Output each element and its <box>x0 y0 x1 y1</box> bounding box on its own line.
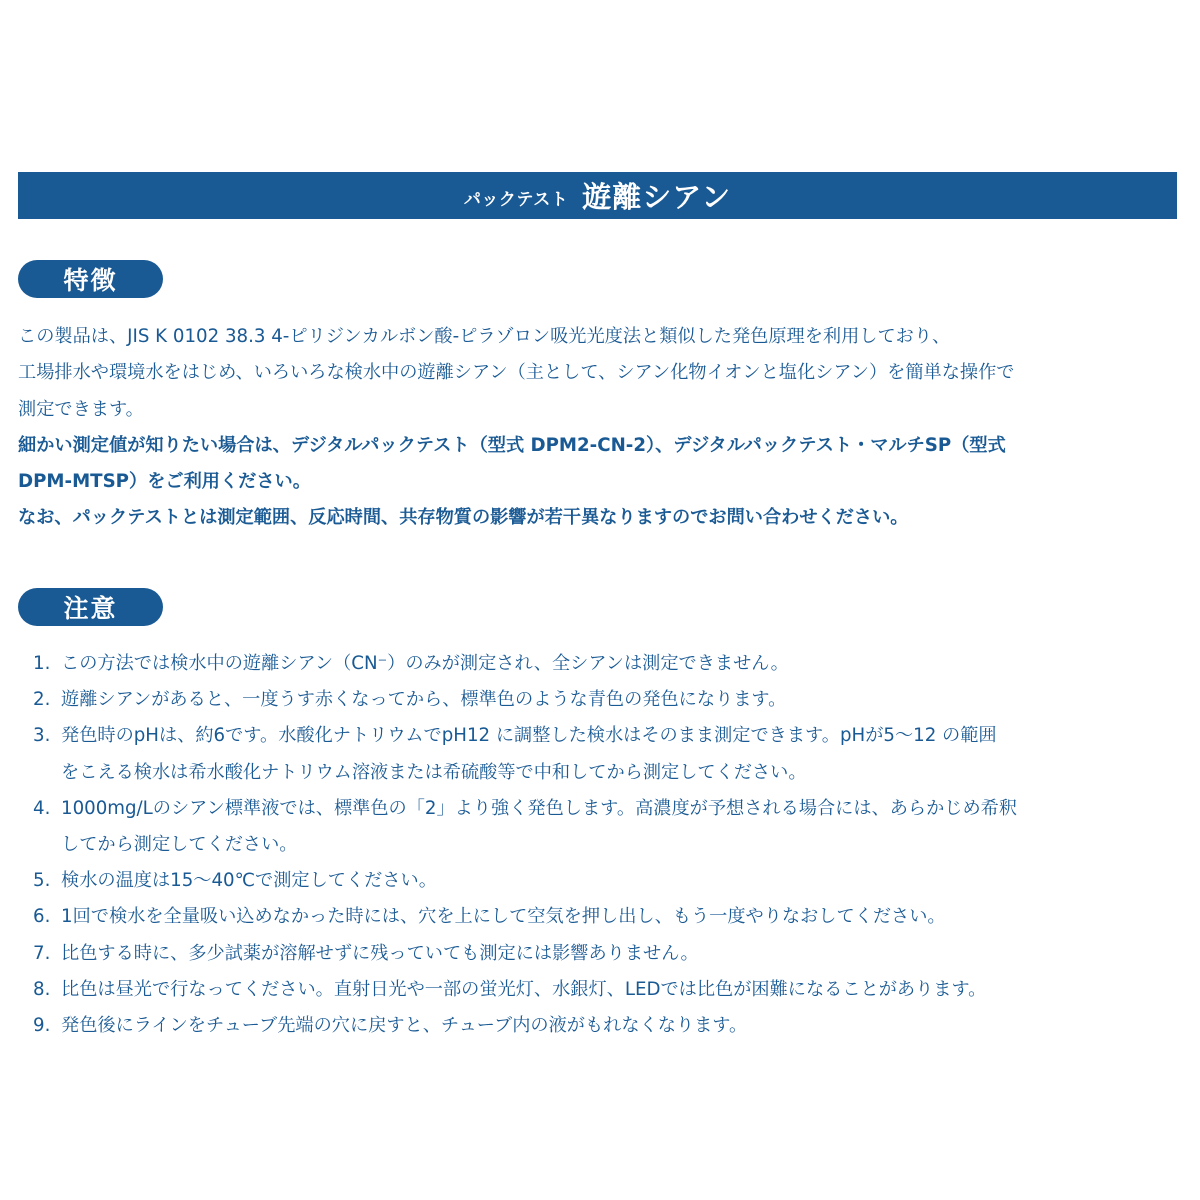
caution-item <box>33 718 1183 790</box>
features-line-emphasis: DPM-MTSP）をご利用ください。 <box>18 471 311 493</box>
caution-number: 6. <box>33 906 51 928</box>
cautions-heading: 注意 <box>18 588 163 626</box>
caution-number: 4. <box>33 797 51 819</box>
caution-text: 1回で検水を全量吸い込めなかった時には、穴を上にして空気を押し出し、もう一度やりなおしてください。 <box>61 906 946 928</box>
product-line-label: パックテスト <box>463 189 569 210</box>
caution-number: 1. <box>33 653 51 674</box>
features-line: 測定できます。 <box>18 398 144 420</box>
caution-item <box>33 899 1183 935</box>
features-heading: 特徴 <box>18 260 163 298</box>
caution-number: 7. <box>33 942 51 964</box>
caution-text: 比色する時に、多少試薬が溶解せずに残っていても測定には影響ありません。 <box>61 942 699 964</box>
features-line: この製品は、JIS K 0102 38.3 4-ピリジンカルボン酸-ピラゾロン吸光光度法と類似した発色原理を利用しており、 <box>18 326 951 347</box>
cautions-list <box>33 646 1183 1044</box>
caution-number: 3. <box>33 725 51 747</box>
caution-text: 発色時のpHは、約6です。水酸化ナトリウムでpH12 に調整した検水はそのまま測定できます。pHが5～12 の範囲 <box>61 725 997 747</box>
caution-text: この方法では検水中の遊離シアン（CN⁻）のみが測定され、全シアンは測定できません。 <box>61 653 789 674</box>
caution-number: 2. <box>33 689 51 711</box>
caution-text: 1000mg/Lのシアン標準液では、標準色の「2」より強く発色します。高濃度が予想される場合には、あらかじめ希釈 <box>61 797 1018 819</box>
caution-item <box>33 646 1183 682</box>
features-line-emphasis: なお、パックテストとは測定範囲、反応時間、共存物質の影響が若干異なりますのでお問い合わせください。 <box>18 507 909 529</box>
features-line-emphasis: 細かい測定値が知りたい場合は、デジタルパックテスト（型式 DPM2-CN-2）、デジタルパックテスト・マルチSP（型式 <box>18 434 1006 456</box>
caution-item <box>33 936 1183 972</box>
caution-item <box>33 972 1183 1008</box>
caution-number: 5. <box>33 870 51 892</box>
features-body <box>18 319 1180 537</box>
caution-number: 8. <box>33 978 51 1000</box>
caution-text: してから測定してください。 <box>61 833 298 855</box>
features-line: 工場排水や環境水をはじめ、いろいろな検水中の遊離シアン（主として、シアン化物イオンと塩化シアン）を簡単な操作で <box>18 362 1015 384</box>
caution-item <box>33 1008 1183 1044</box>
page-title: 遊離シアン <box>582 180 732 214</box>
caution-item <box>33 791 1183 863</box>
caution-text: 発色後にラインをチューブ先端の穴に戻すと、チューブ内の液がもれなくなります。 <box>61 1014 748 1036</box>
caution-text: 検水の温度は15～40℃で測定してください。 <box>61 870 437 892</box>
caution-text: 比色は昼光で行なってください。直射日光や一部の蛍光灯、水銀灯、LEDでは比色が困難になることがあります。 <box>61 978 987 1000</box>
caution-text: をこえる検水は希水酸化ナトリウム溶液または希硫酸等で中和してから測定してください。 <box>61 761 807 783</box>
caution-number: 9. <box>33 1014 51 1036</box>
caution-item <box>33 682 1183 718</box>
caution-item <box>33 863 1183 899</box>
caution-text: 遊離シアンがあると、一度うす赤くなってから、標準色のような青色の発色になります。 <box>61 689 787 711</box>
title-banner <box>18 172 1177 219</box>
